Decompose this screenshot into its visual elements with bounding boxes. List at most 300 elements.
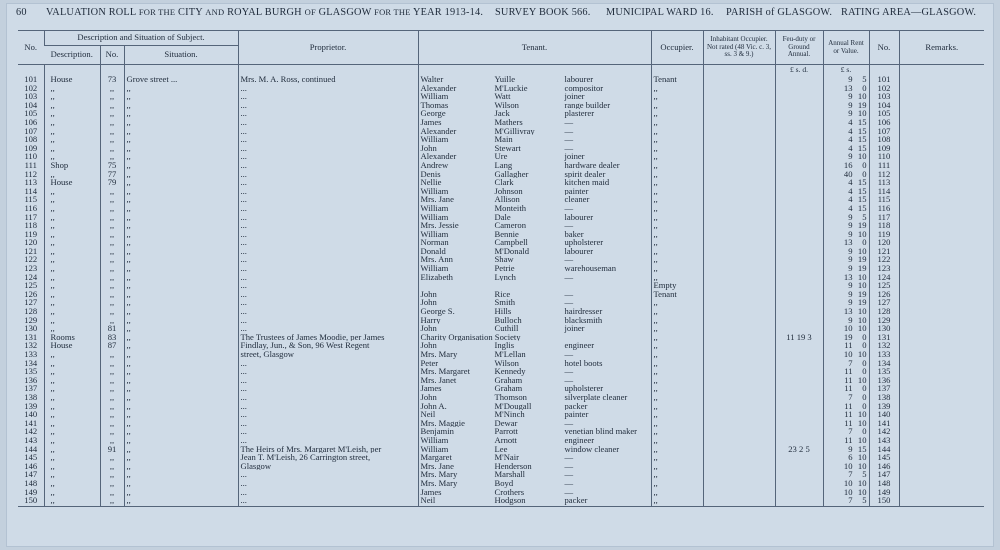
row-number: ,, (100, 84, 124, 93)
row-inhabitant (703, 324, 775, 333)
row-proprietor: ... (238, 187, 418, 196)
row-occupier: ,, (651, 402, 703, 411)
tenant-surname: Boyd (494, 478, 514, 488)
row-occupier: ,, (651, 161, 703, 170)
rent-shillings: 10 (857, 487, 867, 497)
row-proprietor: ... (238, 393, 418, 402)
tenant-first-name: William (420, 264, 449, 273)
row-tenant (418, 290, 651, 299)
row-no: 123 (24, 264, 38, 273)
row-tenant (418, 281, 651, 290)
row-no: 142 (24, 427, 38, 436)
row-description: ,, (44, 230, 100, 239)
table-row (18, 316, 984, 325)
col-situation: Situation. (124, 46, 238, 65)
tenant-occupation: — (564, 272, 574, 282)
row-remarks (899, 479, 984, 488)
rent-pounds: 9 (848, 289, 853, 299)
row-no: 115 (24, 195, 38, 204)
row-situation: ,, (124, 127, 238, 136)
tenant-occupation: — (564, 418, 574, 428)
row-annual-rent (823, 384, 869, 393)
table-row (18, 101, 984, 110)
row-occupier: ,, (651, 230, 703, 239)
row-tenant (418, 127, 651, 136)
row-description: ,, (44, 419, 100, 428)
row-annual-rent (823, 462, 869, 471)
row-tenant (418, 350, 651, 359)
tenant-occupation: — (564, 221, 574, 230)
row-inhabitant (703, 488, 775, 497)
row-no: 145 (24, 453, 38, 462)
table-row (18, 230, 984, 239)
row-remarks (899, 324, 984, 333)
row-situation: ,, (124, 479, 238, 488)
row-inhabitant (703, 221, 775, 230)
rent-pounds: 9 (848, 281, 853, 290)
row-annual-rent (823, 290, 869, 299)
tenant-occupation: warehouseman (564, 264, 617, 273)
tenant-first-name: Mrs. Jane (420, 461, 454, 471)
row-no-right: 143 (869, 436, 899, 445)
col-no-right: No. (869, 31, 899, 65)
row-feu-duty (775, 255, 823, 264)
table-row (18, 135, 984, 144)
row-no-right: 125 (869, 281, 899, 290)
row-inhabitant (703, 213, 775, 222)
table-row (18, 118, 984, 127)
row-annual-rent (823, 152, 869, 161)
row-annual-rent (823, 221, 869, 230)
tenant-surname: M'Donald (494, 246, 529, 256)
row-inhabitant (703, 298, 775, 307)
rent-pounds: 13 (843, 307, 853, 316)
row-occupier: ,, (651, 255, 703, 264)
row-no-right: 145 (869, 453, 899, 462)
row-inhabitant (703, 178, 775, 187)
row-occupier: Empty (651, 281, 703, 290)
tenant-first-name: James (420, 487, 442, 497)
rent-pounds: 4 (848, 203, 853, 213)
row-tenant (418, 488, 651, 497)
rent-shillings: 5 (862, 496, 867, 506)
row-situation: ,, (124, 204, 238, 213)
tenant-surname: Henderson (494, 461, 532, 471)
rent-pounds: 9 (848, 255, 853, 265)
row-number: ,, (100, 359, 124, 368)
row-occupier: ,, (651, 384, 703, 393)
col-number: No. (100, 46, 124, 65)
row-tenant (418, 359, 651, 368)
row-situation: ,, (124, 247, 238, 256)
rent-pounds: 11 (844, 418, 853, 428)
row-tenant (418, 92, 651, 101)
row-no: 131 (24, 332, 38, 342)
tenant-surname: Smith (494, 298, 516, 308)
row-inhabitant (703, 290, 775, 299)
row-tenant (418, 187, 651, 196)
tenant-occupation: range builder (564, 100, 611, 110)
row-tenant (418, 213, 651, 222)
row-no-right: 110 (869, 152, 899, 161)
row-remarks (899, 127, 984, 136)
row-situation: ,, (124, 316, 238, 325)
table-row (18, 298, 984, 307)
row-remarks (899, 427, 984, 436)
tenant-first-name: Peter (420, 358, 439, 368)
row-number: ,, (100, 281, 124, 290)
row-annual-rent (823, 470, 869, 479)
row-number: ,, (100, 479, 124, 488)
tenant-surname: Thomson (494, 392, 527, 402)
row-tenant (418, 101, 651, 110)
row-no-right: 130 (869, 324, 899, 333)
row-situation: ,, (124, 453, 238, 462)
tenant-first-name: Mrs. Mary (420, 478, 458, 488)
table-row (18, 419, 984, 428)
row-number: ,, (100, 402, 124, 411)
row-remarks (899, 195, 984, 204)
tenant-occupation: cleaner (564, 195, 590, 204)
row-tenant (418, 453, 651, 462)
row-feu-duty (775, 161, 823, 170)
row-number: 81 (100, 324, 124, 333)
row-feu-duty (775, 144, 823, 153)
tenant-first-name: William (420, 186, 449, 196)
rent-pounds: 11 (844, 401, 853, 411)
row-situation: ,, (124, 462, 238, 471)
row-feu-duty (775, 92, 823, 101)
rent-pounds: 10 (843, 350, 853, 359)
row-inhabitant (703, 204, 775, 213)
table-row (18, 462, 984, 471)
row-situation: ,, (124, 410, 238, 419)
row-tenant (418, 367, 651, 376)
tenant-surname: Lynch (494, 272, 516, 282)
tenant-occupation: labourer (564, 212, 594, 222)
tenant-first-name: Mrs. Mary (420, 470, 458, 479)
row-remarks (899, 118, 984, 127)
row-number: ,, (100, 144, 124, 153)
row-feu-duty (775, 470, 823, 479)
row-description: ,, (44, 170, 100, 179)
row-feu-duty (775, 247, 823, 256)
row-no-right: 128 (869, 307, 899, 316)
row-no: 121 (24, 246, 38, 256)
row-description: ,, (44, 462, 100, 471)
row-tenant (418, 324, 651, 333)
row-situation: ,, (124, 376, 238, 385)
row-situation: ,, (124, 152, 238, 161)
row-proprietor: ... (238, 324, 418, 333)
table-row (18, 92, 984, 101)
tenant-first-name: Alexander (420, 126, 457, 136)
tenant-surname: Petrie (494, 264, 515, 273)
rent-pounds: 4 (848, 195, 853, 204)
rent-pounds: 13 (843, 272, 853, 282)
row-remarks (899, 470, 984, 479)
tenant-surname: Arnott (494, 435, 517, 445)
row-situation: ,, (124, 367, 238, 376)
row-occupier: ,, (651, 367, 703, 376)
tenant-occupation: painter (564, 410, 589, 419)
tenant-first-name: Neil (420, 410, 436, 419)
tenant-occupation: engineer (564, 435, 595, 445)
row-no-right: 144 (869, 445, 899, 454)
tenant-first-name: George (420, 109, 446, 118)
row-remarks (899, 488, 984, 497)
rent-pounds: 7 (848, 496, 853, 506)
tenant-first-name: George S. (420, 307, 455, 316)
row-situation: ,, (124, 393, 238, 402)
row-occupier: ,, (651, 316, 703, 325)
row-number: ,, (100, 101, 124, 110)
row-proprietor: street, Glasgow (238, 350, 418, 359)
row-tenant (418, 152, 651, 161)
rent-shillings: 19 (857, 289, 867, 299)
rent-pounds: 11 (844, 384, 853, 393)
tenant-surname: Inglis (494, 341, 515, 350)
row-description: House (44, 75, 100, 84)
tenant-surname: Campbell (494, 238, 528, 247)
row-no: 144 (24, 444, 38, 454)
tenant-first-name: Elizabeth (420, 272, 453, 282)
row-occupier: Tenant (651, 290, 703, 299)
row-annual-rent (823, 264, 869, 273)
row-remarks (899, 213, 984, 222)
row-inhabitant (703, 393, 775, 402)
row-occupier: ,, (651, 187, 703, 196)
tenant-occupation: — (564, 117, 574, 127)
tenant-surname: Dale (494, 212, 511, 222)
row-description: Shop (44, 161, 100, 170)
rent-shillings: 0 (862, 384, 867, 393)
rent-pounds: 16 (843, 160, 853, 170)
row-proprietor: ... (238, 488, 418, 497)
row-proprietor: ... (238, 496, 418, 506)
row-no-right: 117 (869, 213, 899, 222)
row-remarks (899, 230, 984, 239)
row-situation: ,, (124, 324, 238, 333)
row-proprietor: ... (238, 238, 418, 247)
table-row (18, 255, 984, 264)
row-tenant (418, 238, 651, 247)
row-description: ,, (44, 367, 100, 376)
row-number: 91 (100, 445, 124, 454)
row-number: ,, (100, 118, 124, 127)
rent-shillings: 15 (857, 126, 867, 136)
row-situation: ,, (124, 144, 238, 153)
table-row (18, 273, 984, 282)
row-annual-rent (823, 316, 869, 325)
row-no: 137 (24, 384, 38, 393)
col-description: Description. (44, 46, 100, 65)
row-tenant (418, 496, 651, 506)
tenant-first-name: William (420, 444, 449, 454)
row-occupier: ,, (651, 195, 703, 204)
row-feu-duty (775, 462, 823, 471)
row-proprietor: ... (238, 316, 418, 325)
table-row (18, 479, 984, 488)
row-no-right: 148 (869, 479, 899, 488)
row-number: ,, (100, 264, 124, 273)
row-occupier: ,, (651, 324, 703, 333)
row-number: ,, (100, 195, 124, 204)
row-tenant (418, 445, 651, 454)
row-description: ,, (44, 316, 100, 325)
row-proprietor: ... (238, 307, 418, 316)
row-description: ,, (44, 247, 100, 256)
table-body (18, 65, 984, 507)
row-remarks (899, 359, 984, 368)
row-situation: ,, (124, 101, 238, 110)
row-description: ,, (44, 298, 100, 307)
row-number: ,, (100, 213, 124, 222)
row-annual-rent (823, 496, 869, 506)
row-feu-duty (775, 178, 823, 187)
row-feu-duty (775, 152, 823, 161)
row-no-right: 106 (869, 118, 899, 127)
row-description: ,, (44, 118, 100, 127)
row-description: ,, (44, 144, 100, 153)
row-no: 105 (24, 109, 38, 118)
row-number: ,, (100, 298, 124, 307)
row-inhabitant (703, 170, 775, 179)
row-feu-duty (775, 213, 823, 222)
row-proprietor: Jean T. M'Leish, 26 Carrington street, (238, 453, 418, 462)
row-feu-duty (775, 427, 823, 436)
row-inhabitant (703, 496, 775, 506)
row-situation: ,, (124, 359, 238, 368)
row-feu-duty: 11 19 3 (775, 333, 823, 342)
row-tenant (418, 204, 651, 213)
row-no: 101 (24, 75, 38, 84)
row-proprietor: The Heirs of Mrs. Margaret M'Leish, per (238, 445, 418, 454)
row-feu-duty (775, 264, 823, 273)
row-situation: ,, (124, 135, 238, 144)
row-remarks (899, 496, 984, 506)
row-occupier: ,, (651, 213, 703, 222)
row-annual-rent (823, 170, 869, 179)
row-inhabitant (703, 333, 775, 342)
rent-pounds: 9 (848, 444, 853, 454)
row-annual-rent (823, 255, 869, 264)
row-tenant (418, 410, 651, 419)
rent-pounds: 4 (848, 178, 853, 187)
row-number: ,, (100, 410, 124, 419)
row-inhabitant (703, 255, 775, 264)
row-occupier: ,, (651, 376, 703, 385)
row-annual-rent (823, 195, 869, 204)
row-no-right: 137 (869, 384, 899, 393)
row-feu-duty (775, 195, 823, 204)
row-proprietor: The Trustees of James Moodie, per James (238, 333, 418, 342)
row-description: ,, (44, 84, 100, 93)
table-row (18, 470, 984, 479)
row-no: 129 (24, 315, 38, 325)
tenant-first-name: William (420, 435, 449, 445)
rent-pounds: 9 (848, 109, 853, 118)
row-inhabitant (703, 195, 775, 204)
row-no-right: 142 (869, 427, 899, 436)
row-description: ,, (44, 273, 100, 282)
row-no: 103 (24, 92, 38, 101)
tenant-surname: Crothers (494, 487, 525, 497)
tenant-occupation: kitchen maid (564, 178, 610, 187)
row-number: 77 (100, 170, 124, 179)
row-no-right: 109 (869, 144, 899, 153)
rent-shillings: 5 (862, 75, 867, 84)
tenant-first-name: Mrs. Maggie (420, 418, 465, 428)
rent-shillings: 0 (862, 160, 867, 170)
row-tenant (418, 427, 651, 436)
col-annual-rent: Annual Rent or Value. (823, 31, 869, 65)
row-no: 117 (24, 212, 38, 222)
row-proprietor: ... (238, 221, 418, 230)
rent-shillings: 15 (857, 143, 867, 153)
tenant-surname: Yuille (494, 75, 516, 84)
table-row (18, 170, 984, 179)
row-feu-duty (775, 419, 823, 428)
rent-pounds: 9 (848, 264, 853, 273)
row-feu-duty (775, 496, 823, 506)
row-situation: ,, (124, 118, 238, 127)
row-annual-rent (823, 453, 869, 462)
row-no: 118 (24, 221, 38, 230)
row-annual-rent (823, 213, 869, 222)
row-situation: ,, (124, 238, 238, 247)
row-tenant (418, 135, 651, 144)
row-no: 106 (24, 117, 38, 127)
row-tenant (418, 195, 651, 204)
table-row (18, 290, 984, 299)
row-occupier: ,, (651, 445, 703, 454)
row-tenant (418, 298, 651, 307)
row-feu-duty (775, 341, 823, 350)
row-feu-duty (775, 316, 823, 325)
row-feu-duty (775, 221, 823, 230)
rent-shillings: 10 (857, 478, 867, 488)
row-proprietor: Glasgow (238, 462, 418, 471)
rent-shillings: 0 (862, 401, 867, 411)
tenant-surname: Wilson (494, 100, 519, 110)
tenant-surname: M'Nair (494, 453, 519, 462)
row-inhabitant (703, 135, 775, 144)
row-number: ,, (100, 316, 124, 325)
tenant-occupation: compositor (564, 83, 604, 93)
rent-pounds: 6 (848, 453, 853, 462)
row-annual-rent (823, 324, 869, 333)
table-row (18, 84, 984, 93)
row-proprietor: ... (238, 109, 418, 118)
row-annual-rent (823, 101, 869, 110)
row-proprietor: Findlay, Jun., & Son, 96 West Regent (238, 341, 418, 350)
rent-pounds: 9 (848, 298, 853, 308)
row-inhabitant (703, 402, 775, 411)
row-tenant (418, 170, 651, 179)
table-row (18, 152, 984, 161)
row-situation: ,, (124, 178, 238, 187)
row-occupier: ,, (651, 333, 703, 342)
rent-shillings: 10 (857, 272, 867, 282)
tenant-first-name: Mrs. Jessie (420, 221, 459, 230)
tenant-occupation: joiner (564, 152, 585, 161)
row-description: House (44, 178, 100, 187)
rent-shillings: 10 (857, 375, 867, 385)
tenant-first-name: Mrs. Janet (420, 375, 457, 385)
row-number: 83 (100, 333, 124, 342)
tenant-first-name: Mrs. Jane (420, 195, 454, 204)
